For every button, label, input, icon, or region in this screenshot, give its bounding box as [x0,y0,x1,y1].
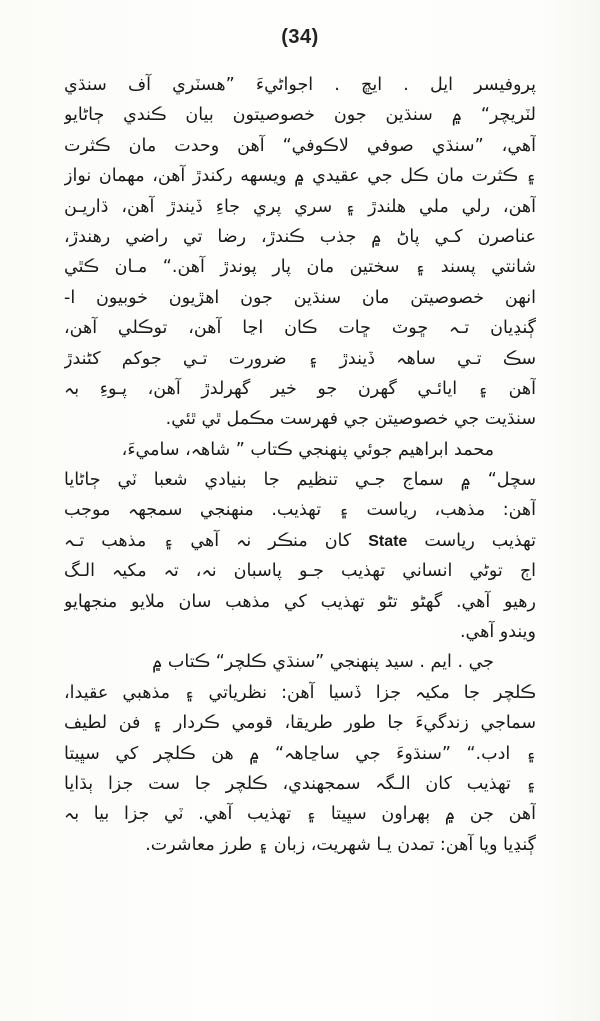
text-line: پروفيسر ايل . ايڇ . اجواڻيءَ ”هسٽري آف سنڌي [64,75,536,95]
paragraph-3 [64,647,536,860]
text-line: اڄ توڻي انساني تهذيب جـو پاسبان نہ، تہ مکيہ الـگ [64,561,536,582]
text-line: آهن جن ۾ ٻهراون سڀيتا ۽ تهذيب آهي. ٽي جزا بيا بہ [64,804,536,825]
text-line: سنڌيت جي خصوصيتن جي فهرست مڪمل ٿي ٿئي. [165,409,536,430]
text-line: ۽ ڪثرت مان ڪل جي عقيدي ۾ ويسهه رکندڙ آهن، مهمان نواز [64,166,536,187]
text-line: سڪ تـي ساهہ ڏيندڙ ۽ ضرورت تـي جوکم کڻندڙ [64,348,536,369]
text-line: محمد ابراهيم جوئي پنهنجي ڪتاب ” شاهہ، ساميءَ، [121,439,494,460]
text-line: سماجي زندگيءَ جا طور طريقا، قومي ڪردار ۽ فن لطيف [64,713,536,734]
text-line: آهن: مذهب، رياست ۽ تهذيب. منهنجي سمجهہ موجب [64,500,536,521]
text-line: آهن ۽ ايائـي گهرن جو خير گهرلدڙ آهن، پـوءِ بہ [64,378,536,399]
paragraph-1 [64,70,536,435]
text-line: جي . ايم . سيد پنهنجي ”سنڌي ڪلچر“ ڪتاب ۾ [152,652,494,673]
text-line: ۽ ادب.“ ”سنڌوءَ جي ساڃاهہ“ ۾ هن ڪلچر کي سڀيتا [64,743,536,764]
text-line: عناصرن کـي پاڻ ۾ جذب ڪندڙ، رضا تي راضي رهندڙ، [64,226,536,247]
paragraph-2 [64,435,536,648]
body-text [64,70,536,860]
text-line: لٽريچر“ ۾ سنڌين جون خصوصيتون بيان ڪندي ڄاڻايو [64,105,536,126]
text-line: آهي، ”سنڌي صوفي لاڪوفي“ آهن وحدت مان ڪثرت [64,135,536,156]
text-line: رهيو آهي. گهڻو تڻو تهذيب کي مذهب سان ملايو منجهايو [64,591,536,612]
page-number: (34) [281,26,319,48]
text-line: شانتي پسند ۽ سختين مان پار پوندڙ آهن.“ مـان ڪٿي [64,257,536,278]
text-line: ڳنڍيان تـہ ڇوٽ ڇات ڪان اڃا آهن، توڪلي آهن، [64,318,536,339]
text-line: ڪلچر جا مکيہ جزا ڏسيا آهن: نظرياتي ۽ مذهبي عقيدا، [64,682,536,703]
inline-english-word: State [368,532,408,550]
text-line: ويندو آهي. [459,622,536,643]
text-line: انهن خصوصيتن مان سنڌين جون اهڙيون خوبيون ا- [64,287,536,308]
text-line: ڳنڍيا ويا آهن: تمدن يـا شهريت، زبان ۽ طرز معاشرت. [145,834,536,855]
text-line: آهن، رلي ملي هلندڙ ۽ سري پري جاءِ ڏيندڙ آهن، ڌاريـن [64,196,536,217]
text-line: سچل“ ۾ سماج جـي تنظيم جا بنيادي شعبا ٽي ڄاڻايا [64,470,536,491]
text-line: ۽ تهذيب کان الـگہ سمجهندي، ڪلچر جا ست جزا ٻڌايا [64,773,536,794]
text-line: تهذيب رياست State کان منڪر نہ آهي ۽ مذهب تـہ [64,530,536,551]
